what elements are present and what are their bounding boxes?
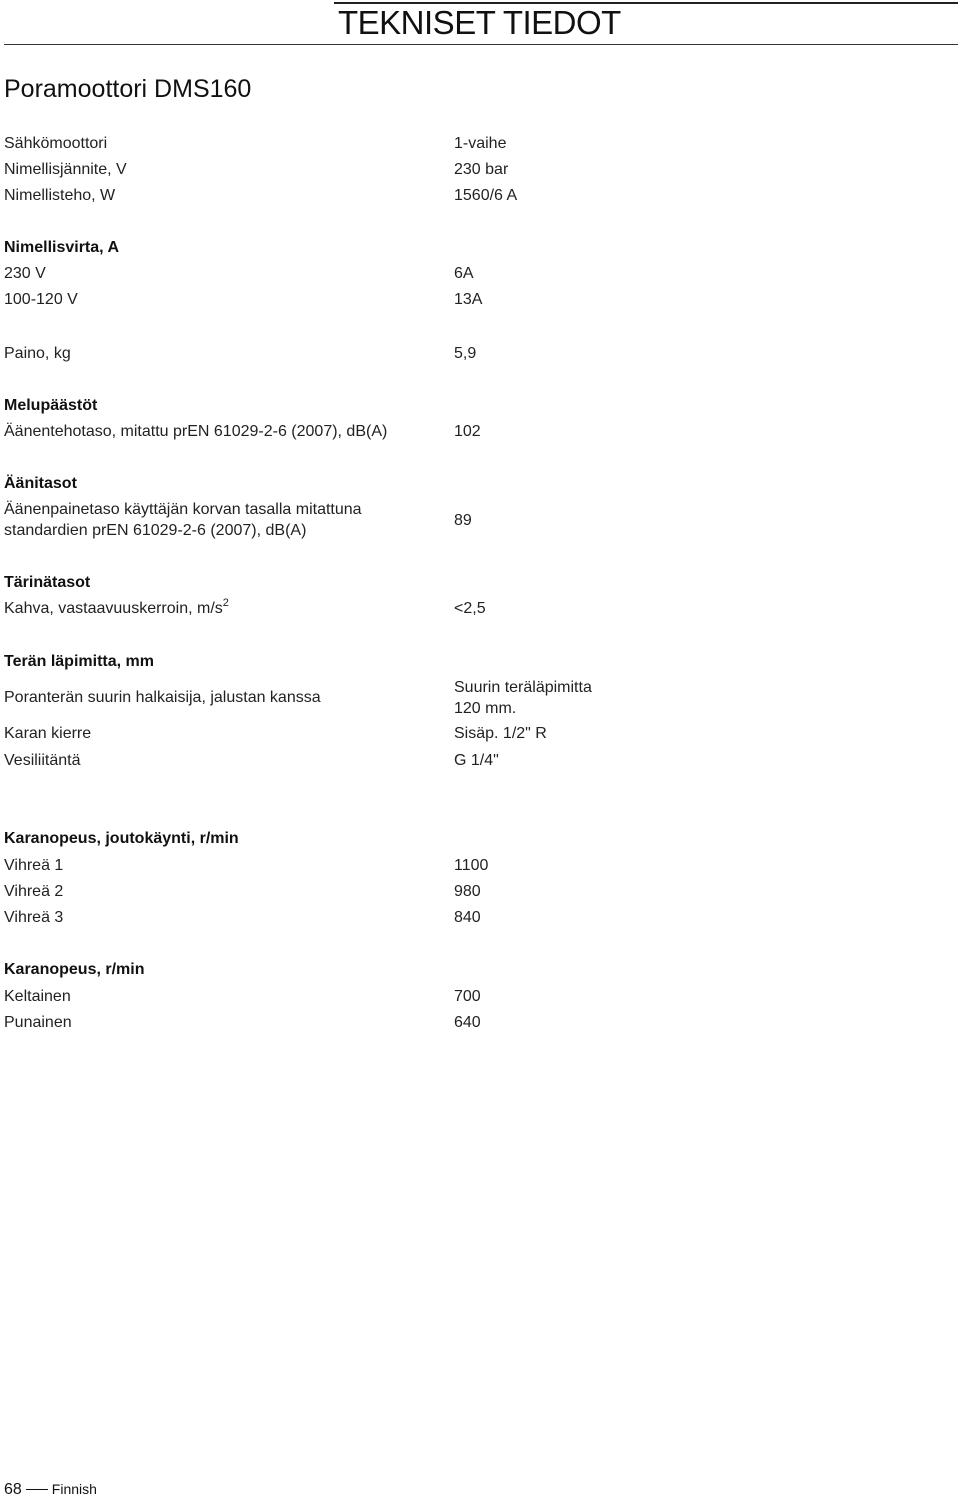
spec-value: 1-vaihe <box>454 135 507 152</box>
spec-label: Nimellisteho, W <box>4 187 116 204</box>
spec-label: Äänenpainetaso käyttäjän korvan tasalla mitattuna <box>4 501 362 518</box>
spec-value: 230 bar <box>454 161 509 178</box>
spec-label: standardien prEN 61029-2-6 (2007), dB(A) <box>4 522 307 539</box>
spec-value: 640 <box>454 1014 481 1031</box>
page-title: Poramoottori DMS160 <box>4 75 252 103</box>
spec-value: 102 <box>454 423 481 440</box>
superscript: 2 <box>222 596 229 609</box>
spec-value: Sisäp. 1/2" R <box>454 725 547 742</box>
spec-value: 89 <box>454 512 472 529</box>
spec-label: Punainen <box>4 1014 72 1031</box>
section-heading-noise: Melupäästöt <box>4 397 98 414</box>
spec-value: 1560/6 A <box>454 187 518 204</box>
spec-value: 13A <box>454 291 483 308</box>
spec-value: 6A <box>454 265 474 282</box>
footer-dash <box>26 1489 48 1490</box>
footer-language: Finnish <box>51 1481 97 1497</box>
spec-label: 100-120 V <box>4 291 78 308</box>
spec-label <box>4 596 229 619</box>
spec-label: Vesiliitäntä <box>4 752 81 769</box>
section-heading-vibration: Tärinätasot <box>4 574 91 591</box>
spec-value: 120 mm. <box>454 700 517 717</box>
spec-label: Vihreä 2 <box>4 883 64 900</box>
spec-value: 840 <box>454 909 481 926</box>
spec-label: 230 V <box>4 265 46 282</box>
page-footer <box>4 1481 97 1499</box>
section-heading-idle-speed: Karanopeus, joutokäynti, r/min <box>4 830 239 847</box>
spec-value: G 1/4" <box>454 752 499 769</box>
spec-label: Vihreä 1 <box>4 857 64 874</box>
spec-label: Nimellisjännite, V <box>4 161 127 178</box>
spec-label: Keltainen <box>4 988 71 1005</box>
spec-value: 5,9 <box>454 345 477 362</box>
section-heading-blade: Terän läpimitta, mm <box>4 653 154 670</box>
spec-label: Karan kierre <box>4 725 92 742</box>
spec-label: Sähkömoottori <box>4 135 108 152</box>
spec-value: 700 <box>454 988 481 1005</box>
spec-label: Paino, kg <box>4 345 71 362</box>
spec-label: Poranterän suurin halkaisija, jalustan kanssa <box>4 689 321 706</box>
section-heading-speed: Karanopeus, r/min <box>4 961 145 978</box>
spec-value: 1100 <box>454 857 489 874</box>
header-rule-bottom <box>4 44 958 45</box>
spec-value: Suurin teräläpimitta <box>454 679 592 696</box>
spec-label: Äänentehotaso, mitattu prEN 61029-2-6 (2007), dB(A) <box>4 423 388 440</box>
section-heading-current: Nimellisvirta, A <box>4 239 120 256</box>
spec-label: Vihreä 3 <box>4 909 64 926</box>
spec-label-text: Kahva, vastaavuuskerroin, m/s <box>4 600 223 617</box>
header-title: TEKNISET TIEDOT <box>338 4 621 41</box>
spec-value: 980 <box>454 883 481 900</box>
spec-value: <2,5 <box>454 600 486 617</box>
section-heading-sound: Äänitasot <box>4 475 77 492</box>
page-number: 68 <box>4 1481 22 1498</box>
header-bar <box>4 0 958 46</box>
